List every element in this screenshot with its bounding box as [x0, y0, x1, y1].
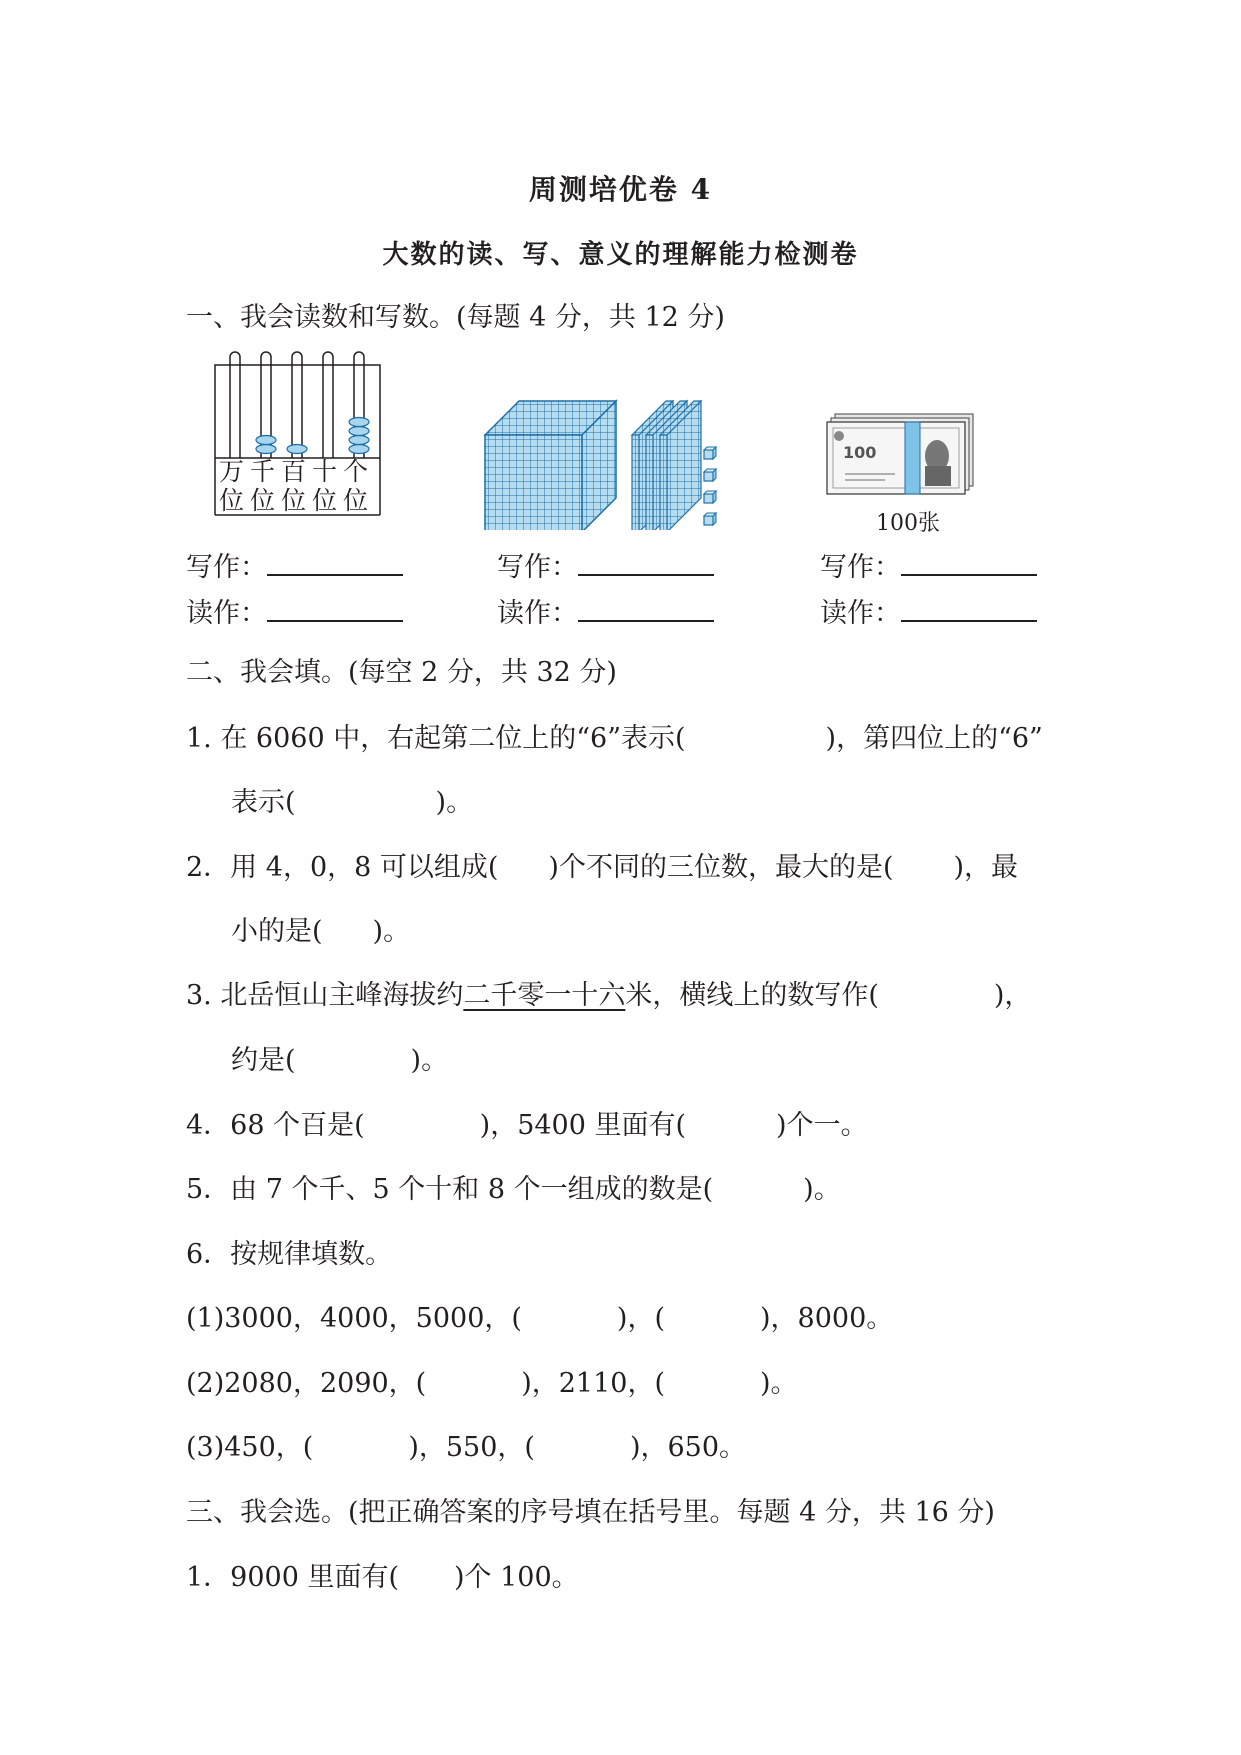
q2-6-3: (3)450，( )，550，( )，650。	[186, 1432, 747, 1463]
abacus-bead	[349, 418, 369, 427]
read-row-3: 读作：	[820, 591, 1037, 630]
place-label-bottom: 位	[219, 486, 245, 515]
write-answer-3[interactable]	[901, 548, 1037, 576]
q2-4: 4．68 个百是( )，5400 里面有( )个一。	[186, 1110, 868, 1141]
place-label-bottom: 位	[281, 486, 307, 515]
write-row-2: 写作：	[497, 545, 714, 584]
page-title: 周测培优卷 4	[528, 173, 713, 206]
abacus-place-labels	[219, 457, 374, 515]
read-row-1: 读作：	[186, 591, 403, 630]
read-answer-3[interactable]	[901, 594, 1037, 622]
q2-2-line1: 2．用 4，0，8 可以组成( )个不同的三位数，最大的是( )，最	[186, 852, 1019, 883]
page-subtitle: 大数的读、写、意义的理解能力检测卷	[382, 240, 859, 270]
q2-6-2: (2)2080，2090，( )，2110，( )。	[186, 1368, 798, 1399]
place-label-top: 个	[343, 457, 369, 486]
q2-6-1: (1)3000，4000，5000，( )，( )，8000。	[186, 1303, 894, 1334]
abacus-rod	[292, 352, 302, 458]
unit-cube	[704, 469, 716, 481]
abacus-bead	[349, 436, 369, 445]
section2-heading: 二、我会填。(每空 2 分，共 32 分)	[186, 657, 617, 688]
write-row-1: 写作：	[186, 545, 403, 584]
read-answer-1[interactable]	[267, 594, 403, 622]
section1-heading: 一、我会读数和写数。(每题 4 分，共 12 分)	[186, 302, 725, 333]
place-label-bottom: 位	[343, 486, 369, 515]
money-stack-image	[825, 412, 977, 504]
abacus-rod	[323, 352, 333, 458]
abacus-bead	[256, 445, 276, 454]
q2-1-line2: 表示( )。	[231, 787, 474, 818]
q3-1: 1．9000 里面有( )个 100。	[186, 1562, 579, 1593]
abacus-bead	[349, 445, 369, 454]
q2-6: 6．按规律填数。	[186, 1239, 393, 1270]
unit-cube	[704, 513, 716, 525]
place-label-top: 十	[312, 457, 338, 486]
abacus-bead	[287, 445, 307, 454]
abacus-rod	[230, 352, 240, 458]
money-caption: 100张	[876, 511, 940, 536]
write-answer-1[interactable]	[267, 548, 403, 576]
place-label-top: 万	[219, 457, 245, 486]
place-label-bottom: 位	[312, 486, 338, 515]
place-label-bottom: 位	[250, 486, 276, 515]
thousand-cube	[485, 401, 616, 530]
unit-cube	[704, 491, 716, 503]
write-row-3: 写作：	[820, 545, 1037, 584]
q2-1-line1: 1. 在 6060 中，右起第二位上的“6”表示( )，第四位上的“6”	[186, 723, 1043, 754]
write-answer-2[interactable]	[578, 548, 714, 576]
q2-2-line2: 小的是( )。	[231, 916, 411, 947]
q2-5: 5．由 7 个千、5 个十和 8 个一组成的数是( )。	[186, 1174, 841, 1205]
place-label-top: 百	[281, 457, 307, 486]
q2-3-line2: 约是( )。	[231, 1045, 449, 1076]
base-ten-blocks	[482, 398, 752, 530]
abacus-bead	[349, 427, 369, 436]
note-value: 100	[843, 443, 877, 462]
read-answer-2[interactable]	[578, 594, 714, 622]
abacus-bead	[256, 436, 276, 445]
underlined-number: 二千零一十六	[463, 980, 626, 1011]
place-label-top: 千	[250, 457, 276, 486]
q2-3-line1: 3. 北岳恒山主峰海拔约二千零一十六米，横线上的数写作( )，	[186, 980, 1032, 1011]
unit-cube	[704, 447, 716, 459]
read-row-2: 读作：	[497, 591, 714, 630]
section3-heading: 三、我会选。(把正确答案的序号填在括号里。每题 4 分，共 16 分)	[186, 1497, 995, 1528]
